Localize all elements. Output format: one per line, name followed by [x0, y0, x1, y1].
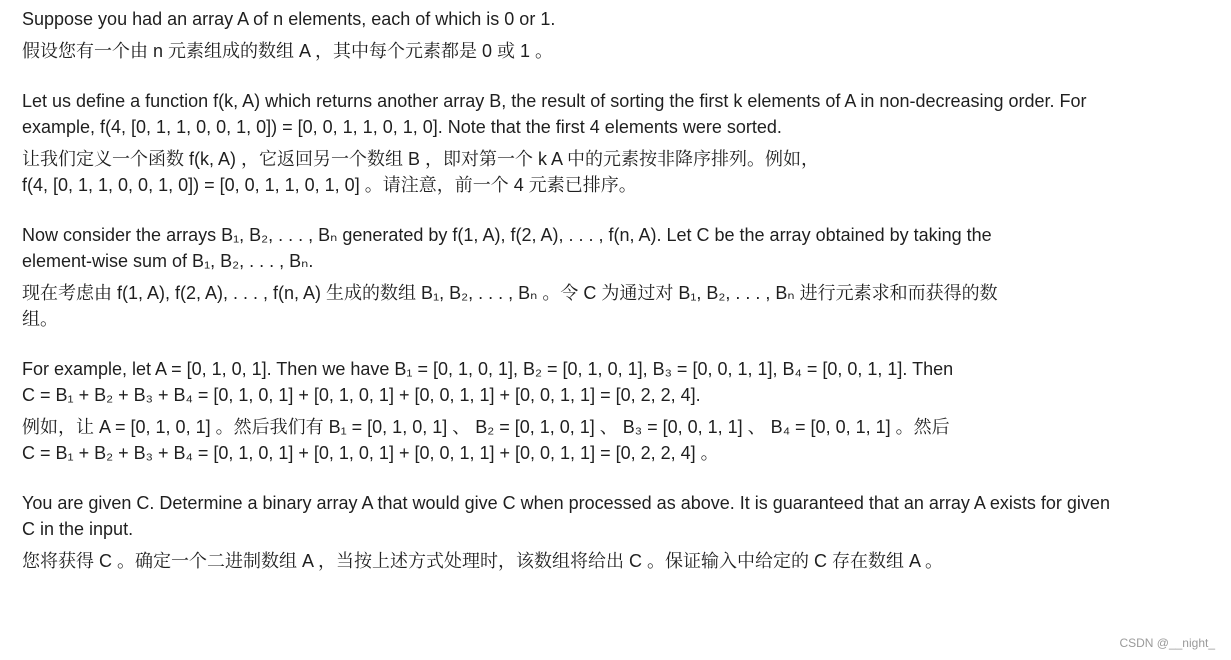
paragraph-2-en-line-2: example, f(4, [0, 1, 1, 0, 0, 1, 0]) = [0, 0, 1, 1, 0, 1, 0]. Note that the first 4 elements were sorted. — [22, 117, 782, 137]
paragraph-3-en-line-1: Now consider the arrays B₁, B₂, . . . , Bₙ generated by f(1, A), f(2, A), . . . , f(n, A). Let C be the array obtained by taking the — [22, 225, 992, 245]
paragraph-gap — [22, 64, 1217, 88]
paragraph-gap — [22, 198, 1217, 222]
paragraph-4 — [22, 356, 1217, 466]
paragraph-2-zh-line-1: 让我们定义一个函数 f(k, A) ，它返回另一个数组 B ，即对第一个 k A 中的元素按非降序排列。例如， — [22, 149, 820, 169]
paragraph-1 — [22, 6, 1217, 64]
paragraph-3 — [22, 222, 1217, 332]
paragraph-3-zh-line-2: 组。 — [22, 309, 58, 329]
paragraph-3-zh-line-1: 现在考虑由 f(1, A), f(2, A), . . . , f(n, A) 生成的数组 B₁, B₂, . . . , Bₙ 。令 C 为通过对 B₁, B₂, . . . , Bₙ 进行元素求和而获得的数 — [22, 283, 998, 303]
csdn-watermark: CSDN @__night_ — [1119, 636, 1215, 650]
paragraph-4-zh-line-2: C = B₁ + B₂ + B₃ + B₄ = [0, 1, 0, 1] + [0, 1, 0, 1] + [0, 0, 1, 1] + [0, 0, 1, 1] = [0, 2, 2, 4] 。 — [22, 443, 719, 463]
paragraph-gap — [22, 466, 1217, 490]
paragraph-5-en-line-2: C in the input. — [22, 519, 134, 539]
paragraph-1-zh-line-1: 假设您有一个由 n 元素组成的数组 A ，其中每个元素都是 0 或 1 。 — [22, 41, 554, 61]
paragraph-5 — [22, 490, 1217, 574]
paragraph-5-en-line-1: You are given C. Determine a binary array A that would give C when processed as above. It is guaranteed that an array A exists for given — [22, 493, 1110, 513]
paragraph-2-en-line-1: Let us define a function f(k, A) which returns another array B, the result of sorting the first k elements of A in non-decreasing order. For — [22, 91, 1087, 111]
paragraph-4-zh-line-1: 例如，让 A = [0, 1, 0, 1] 。然后我们有 B₁ = [0, 1, 0, 1] 、 B₂ = [0, 1, 0, 1] 、 B₃ = [0, 0, 1, 1] 、 B₄ = [0, 0, 1, 1] 。然后 — [22, 417, 950, 437]
paragraph-4-en-line-2: C = B₁ + B₂ + B₃ + B₄ = [0, 1, 0, 1] + [0, 1, 0, 1] + [0, 0, 1, 1] + [0, 0, 1, 1] = [0, 2, 2, 4]. — [22, 385, 701, 405]
paragraph-3-en-line-2: element-wise sum of B₁, B₂, . . . , Bₙ. — [22, 251, 314, 271]
paragraph-2 — [22, 88, 1217, 198]
paragraph-4-en-line-1: For example, let A = [0, 1, 0, 1]. Then we have B₁ = [0, 1, 0, 1], B₂ = [0, 1, 0, 1], B₃ = [0, 0, 1, 1], B₄ = [0, 0, 1, 1]. Then — [22, 359, 954, 379]
paragraph-gap — [22, 332, 1217, 356]
problem-statement — [22, 6, 1217, 574]
paragraph-1-en-line-1: Suppose you had an array A of n elements, each of which is 0 or 1. — [22, 9, 556, 29]
paragraph-2-zh-line-2: f(4, [0, 1, 1, 0, 0, 1, 0]) = [0, 0, 1, 1, 0, 1, 0] 。请注意，前一个 4 元素已排序。 — [22, 175, 637, 195]
paragraph-5-zh-line-1: 您将获得 C 。确定一个二进制数组 A ，当按上述方式处理时，该数组将给出 C 。保证输入中给定的 C 存在数组 A 。 — [22, 551, 944, 571]
